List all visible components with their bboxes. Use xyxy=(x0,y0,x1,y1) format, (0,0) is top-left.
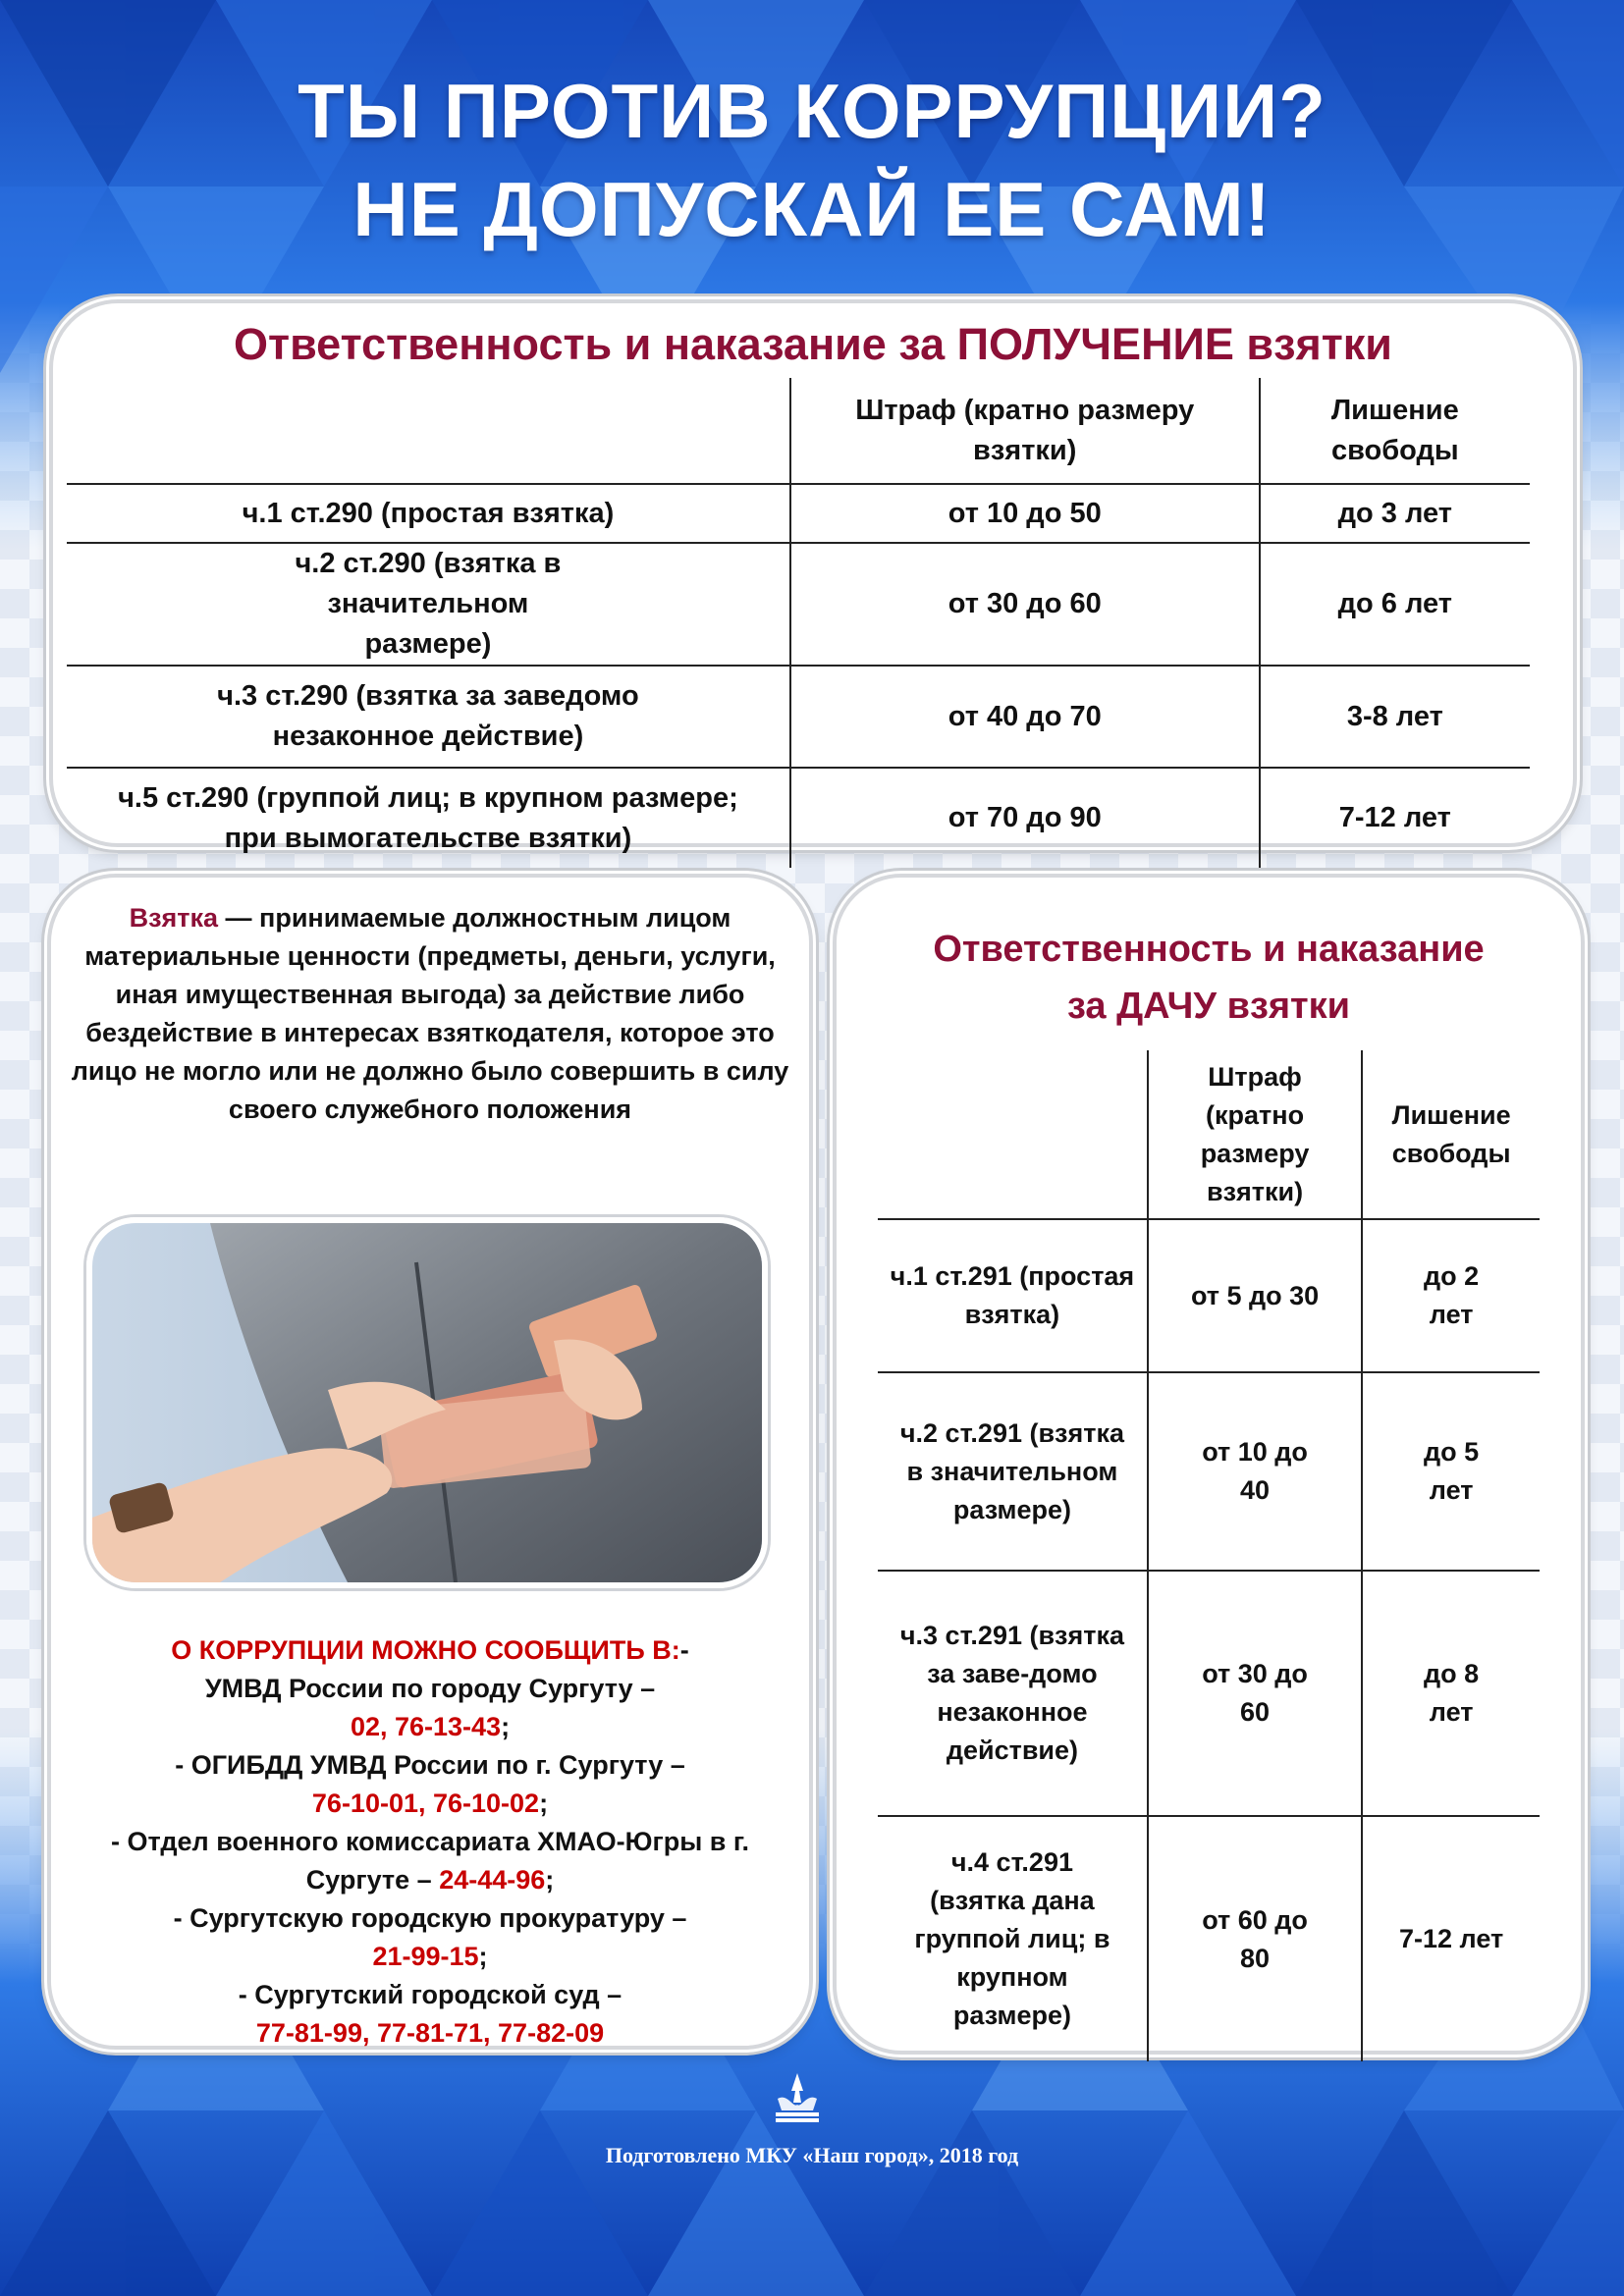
fine-cell: от 40 до 70 xyxy=(790,666,1260,768)
giving-penalties-table xyxy=(878,1050,1540,2061)
table-row xyxy=(67,543,1530,666)
table-row xyxy=(67,484,1530,543)
contact-phones: 02, 76-13-43 xyxy=(350,1712,502,1741)
bribe-handover-photo xyxy=(86,1217,768,1588)
table-row xyxy=(67,768,1530,868)
table-row xyxy=(67,666,1530,768)
bribe-definition xyxy=(65,899,795,1129)
footer-credit: Подготовлено МКУ «Наш город», 2018 год xyxy=(605,2143,1019,2167)
table-row xyxy=(878,1816,1540,2061)
table-row xyxy=(878,1219,1540,1372)
contact-phones: 76-10-01, 76-10-02 xyxy=(311,1789,540,1818)
fine-cell: от 10 до 50 xyxy=(790,484,1260,543)
poster-title-line-1: ТЫ ПРОТИВ КОРРУПЦИИ? xyxy=(298,68,1326,154)
report-heading-text: О КОРРУПЦИИ МОЖНО СООБЩИТЬ В: xyxy=(171,1635,680,1665)
receiving-heading: Ответственность и наказание за ПОЛУЧЕНИЕ взятки xyxy=(234,319,1392,369)
prison-cell: до 6 лет xyxy=(1260,543,1530,666)
receiving-col-article xyxy=(67,378,790,484)
contact-name: - Сургутский городской суд – xyxy=(238,1980,623,2009)
giving-col-prison: Лишение свободы xyxy=(1362,1050,1540,1219)
contact-item xyxy=(63,1823,797,1899)
contact-item xyxy=(63,1746,797,1823)
giving-col-fine: Штраф (кратно размеру взятки) xyxy=(1148,1050,1362,1219)
fine-cell: от 30 до 60 xyxy=(1148,1571,1362,1816)
report-heading-suffix: - xyxy=(679,1635,689,1665)
contact-phones: 24-44-96 xyxy=(439,1865,546,1895)
giving-table-header xyxy=(878,1050,1540,1219)
definition-text: — принимаемые должностным лицом материальные ценности (предметы, деньги, услуги, иная имущественная выгода) за действие либо бездействие в интересах взяткодателя, которое это лицо не могло или не должно было совершить в силу своего служебного положения xyxy=(71,903,789,1124)
contact-end: ; xyxy=(478,1942,488,1971)
contact-name: - ОГИБДД УМВД России по г. Сургуту – xyxy=(175,1750,685,1780)
contact-phones: 21-99-15 xyxy=(372,1942,479,1971)
bribe-photo-illustration xyxy=(92,1223,762,1582)
contact-end: ; xyxy=(539,1789,549,1818)
receiving-penalties-table xyxy=(67,378,1530,868)
prison-cell: 3-8 лет xyxy=(1260,666,1530,768)
prison-cell: 7-12 лет xyxy=(1260,768,1530,868)
receiving-table-header xyxy=(67,378,1530,484)
surgut-city-emblem-icon xyxy=(768,2069,827,2128)
article-cell: ч.1 ст.291 (простая взятка) xyxy=(878,1219,1148,1372)
poster-title-line-2: НЕ ДОПУСКАЙ ЕЕ САМ! xyxy=(352,166,1272,252)
definition-term: Взятка xyxy=(129,903,219,933)
article-cell: ч.3 ст.291 (взятка за заве-домо незаконное действие) xyxy=(878,1571,1148,1816)
article-cell: ч.2 ст.291 (взятка в значительном размере) xyxy=(878,1372,1148,1571)
article-cell: ч.5 ст.290 (группой лиц; в крупном размере; при вымогательстве взятки) xyxy=(67,768,790,868)
giving-heading-line-2: за ДАЧУ взятки xyxy=(1066,986,1350,1027)
prison-cell: до 3 лет xyxy=(1260,484,1530,543)
contact-item xyxy=(63,1670,797,1746)
prison-cell: до 5 лет xyxy=(1362,1372,1540,1571)
contact-end: ; xyxy=(501,1712,511,1741)
contact-name: - Сургутскую городскую прокуратуру – xyxy=(173,1903,687,1933)
prison-cell: 7-12 лет xyxy=(1362,1816,1540,2061)
fine-cell: от 10 до 40 xyxy=(1148,1372,1362,1571)
fine-cell: от 30 до 60 xyxy=(790,543,1260,666)
table-row xyxy=(878,1571,1540,1816)
table-row xyxy=(878,1372,1540,1571)
receiving-col-fine: Штраф (кратно размеру взятки) xyxy=(790,378,1260,484)
receiving-bribe-card xyxy=(49,299,1577,854)
giving-heading-line-1: Ответственность и наказание xyxy=(933,929,1485,970)
fine-cell: от 60 до 80 xyxy=(1148,1816,1362,2061)
receiving-col-prison: Лишение свободы xyxy=(1260,378,1530,484)
article-cell: ч.1 ст.290 (простая взятка) xyxy=(67,484,790,543)
contact-phones: 77-81-99, 77-81-71, 77-82-09 xyxy=(255,2018,605,2048)
fine-cell: от 5 до 30 xyxy=(1148,1219,1362,1372)
prison-cell: до 2 лет xyxy=(1362,1219,1540,1372)
giving-col-article xyxy=(878,1050,1148,1219)
article-cell: ч.4 ст.291 (взятка дана группой лиц; в крупном размере) xyxy=(878,1816,1148,2061)
article-cell: ч.2 ст.290 (взятка в значительном размере) xyxy=(67,543,790,666)
contact-item xyxy=(63,1899,797,1976)
contact-end: ; xyxy=(545,1865,555,1895)
prison-cell: до 8 лет xyxy=(1362,1571,1540,1816)
contact-item xyxy=(63,1976,797,2053)
report-heading xyxy=(63,1631,797,1670)
contact-name: УМВД России по городу Сургуту – xyxy=(204,1674,656,1703)
giving-bribe-card xyxy=(833,874,1585,2055)
report-contacts xyxy=(63,1631,797,2053)
article-cell: ч.3 ст.290 (взятка за заведомо незаконное действие) xyxy=(67,666,790,768)
fine-cell: от 70 до 90 xyxy=(790,768,1260,868)
contact-name: - Отдел военного комиссариата ХМАО-Югры в г. Сургуте – xyxy=(111,1827,749,1895)
